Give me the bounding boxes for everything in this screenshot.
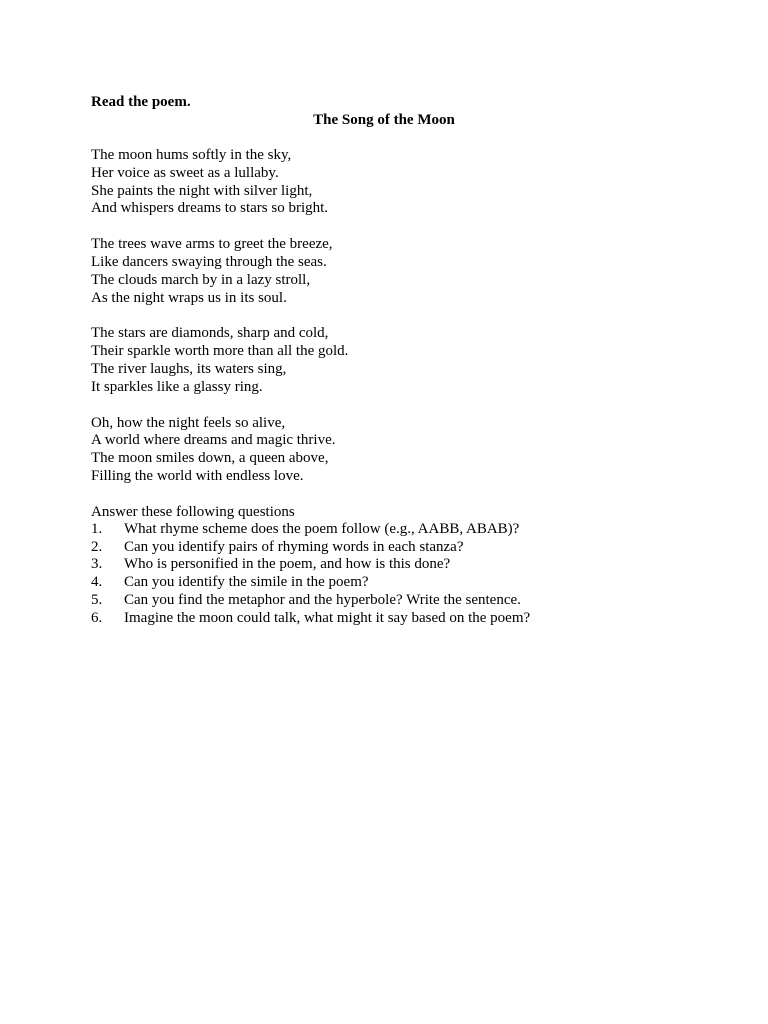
question-item [91,610,677,628]
question-item [91,521,677,539]
question-number: 3. [91,556,103,573]
question-number: 4. [91,574,103,591]
instruction-text: Read the poem. [91,94,191,110]
questions-list [91,521,677,628]
poem-line: Their sparkle worth more than all the gold. [91,343,349,360]
poem-line: She paints the night with silver light, [91,182,313,199]
question-text: Can you identify pairs of rhyming words in each stanza? [124,538,464,555]
poem-line: Like dancers swaying through the seas. [91,253,327,270]
question-number: 2. [91,538,103,555]
question-number: 1. [91,520,103,537]
poem-line: Her voice as sweet as a lullaby. [91,164,279,181]
poem-line: The moon hums softly in the sky, [91,147,292,163]
poem-line: It sparkles like a glassy ring. [91,378,263,395]
poem-line: Filling the world with endless love. [91,467,304,484]
question-item [91,592,677,610]
poem-stanza-2 [91,236,677,307]
question-number: 6. [91,609,103,626]
question-item [91,574,677,592]
question-text: Who is personified in the poem, and how is this done? [124,556,451,573]
poem-line: And whispers dreams to stars so bright. [91,200,329,217]
poem-line: As the night wraps us in its soul. [91,289,287,306]
poem-line: The moon smiles down, a queen above, [91,450,329,467]
poem-title: The Song of the Moon [313,112,455,128]
poem-stanza-1 [91,147,677,218]
poem-line: The clouds march by in a lazy stroll, [91,271,311,288]
questions-heading: Answer these following questions [91,503,295,520]
question-text: Imagine the moon could talk, what might it say based on the poem? [124,609,531,626]
question-number: 5. [91,591,103,608]
poem-line: The river laughs, its waters sing, [91,360,287,377]
poem-line: A world where dreams and magic thrive. [91,432,336,449]
question-text: Can you find the metaphor and the hyperbole? Write the sentence. [124,591,521,608]
poem-line: The trees wave arms to greet the breeze, [91,236,333,253]
question-item [91,556,677,574]
poem-line: Oh, how the night feels so alive, [91,414,286,431]
poem-stanza-3 [91,325,677,396]
poem-line: The stars are diamonds, sharp and cold, [91,325,329,342]
question-text: What rhyme scheme does the poem follow (e.g., AABB, ABAB)? [124,520,520,537]
poem-stanza-4 [91,415,677,486]
question-text: Can you identify the simile in the poem? [124,574,369,591]
question-item [91,539,677,557]
document-page [91,93,677,628]
